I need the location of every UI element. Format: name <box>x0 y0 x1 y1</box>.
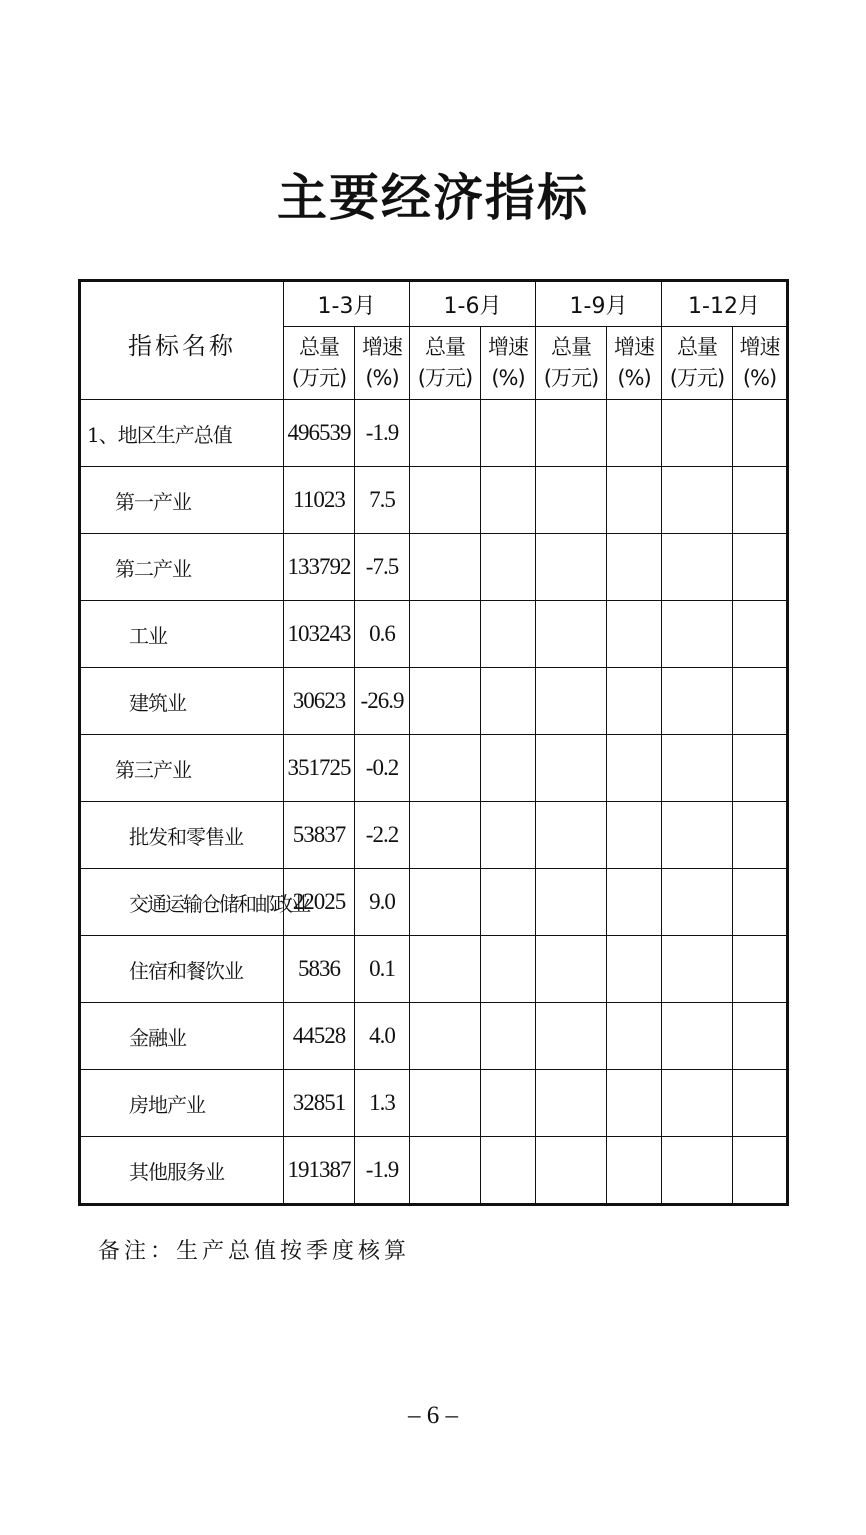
empty-cell <box>733 735 788 802</box>
total-value: 11023 <box>284 467 355 534</box>
empty-cell <box>733 400 788 467</box>
total-unit: (万元) <box>669 366 725 390</box>
indicator-name-header: 指标名称 <box>80 281 284 400</box>
table-row <box>80 1070 788 1137</box>
total-header <box>410 327 481 400</box>
empty-cell <box>536 1003 607 1070</box>
empty-cell <box>733 869 788 936</box>
empty-cell <box>536 467 607 534</box>
empty-cell <box>662 601 733 668</box>
total-header <box>284 327 355 400</box>
total-value: 22025 <box>284 869 355 936</box>
empty-cell <box>733 467 788 534</box>
empty-cell <box>662 1003 733 1070</box>
empty-cell <box>410 668 481 735</box>
empty-cell <box>662 534 733 601</box>
growth-value: 7.5 <box>355 467 410 534</box>
empty-cell <box>607 802 662 869</box>
row-name: 工业 <box>80 601 284 668</box>
total-value: 44528 <box>284 1003 355 1070</box>
empty-cell <box>410 534 481 601</box>
empty-cell <box>607 1003 662 1070</box>
empty-cell <box>662 1137 733 1205</box>
growth-value: -1.9 <box>355 1137 410 1205</box>
empty-cell <box>481 668 536 735</box>
growth-header <box>481 327 536 400</box>
growth-header <box>607 327 662 400</box>
empty-cell <box>662 936 733 1003</box>
period-header-q3: 1-9月 <box>536 281 662 327</box>
growth-label: 增速 <box>739 335 780 359</box>
empty-cell <box>410 1003 481 1070</box>
empty-cell <box>607 1137 662 1205</box>
empty-cell <box>607 735 662 802</box>
empty-cell <box>607 534 662 601</box>
total-value: 53837 <box>284 802 355 869</box>
total-header <box>536 327 607 400</box>
table-row <box>80 534 788 601</box>
growth-value: 0.1 <box>355 936 410 1003</box>
growth-label: 增速 <box>614 335 654 359</box>
empty-cell <box>481 936 536 1003</box>
row-name: 交通运输仓储和邮政业 <box>80 869 284 936</box>
empty-cell <box>536 1070 607 1137</box>
table-row <box>80 735 788 802</box>
empty-cell <box>536 1137 607 1205</box>
total-value: 496539 <box>284 400 355 467</box>
growth-value: 4.0 <box>355 1003 410 1070</box>
growth-unit: (%) <box>365 366 399 390</box>
empty-cell <box>536 936 607 1003</box>
table-row <box>80 1003 788 1070</box>
empty-cell <box>733 802 788 869</box>
empty-cell <box>536 735 607 802</box>
empty-cell <box>607 1070 662 1137</box>
table-row <box>80 601 788 668</box>
empty-cell <box>536 869 607 936</box>
row-name: 1、地区生产总值 <box>80 400 284 467</box>
empty-cell <box>662 735 733 802</box>
empty-cell <box>607 869 662 936</box>
growth-unit: (%) <box>491 366 525 390</box>
empty-cell <box>607 936 662 1003</box>
empty-cell <box>733 668 788 735</box>
empty-cell <box>607 467 662 534</box>
empty-cell <box>410 802 481 869</box>
total-value: 30623 <box>284 668 355 735</box>
empty-cell <box>481 400 536 467</box>
total-label: 总量 <box>677 335 717 359</box>
empty-cell <box>607 668 662 735</box>
empty-cell <box>481 1137 536 1205</box>
empty-cell <box>410 400 481 467</box>
growth-value: -7.5 <box>355 534 410 601</box>
growth-header <box>733 327 788 400</box>
empty-cell <box>410 869 481 936</box>
total-unit: (万元) <box>291 366 347 390</box>
total-header <box>662 327 733 400</box>
row-name: 批发和零售业 <box>80 802 284 869</box>
empty-cell <box>481 534 536 601</box>
empty-cell <box>536 601 607 668</box>
total-value: 351725 <box>284 735 355 802</box>
total-value: 133792 <box>284 534 355 601</box>
total-label: 总量 <box>425 335 465 359</box>
empty-cell <box>662 1070 733 1137</box>
table-row <box>80 1137 788 1205</box>
footnote: 备注：生产总值按季度核算 <box>98 1239 411 1264</box>
empty-cell <box>481 1003 536 1070</box>
empty-cell <box>662 400 733 467</box>
growth-header <box>355 327 410 400</box>
page-number: – 6 – <box>408 1402 458 1429</box>
empty-cell <box>733 534 788 601</box>
table-row <box>80 467 788 534</box>
empty-cell <box>662 869 733 936</box>
empty-cell <box>536 668 607 735</box>
empty-cell <box>607 601 662 668</box>
empty-cell <box>481 869 536 936</box>
row-name: 其他服务业 <box>80 1137 284 1205</box>
empty-cell <box>536 802 607 869</box>
row-name: 房地产业 <box>80 1070 284 1137</box>
empty-cell <box>410 735 481 802</box>
total-label: 总量 <box>299 335 339 359</box>
empty-cell <box>410 1070 481 1137</box>
table-row <box>80 400 788 467</box>
period-header-full-year: 1-12月 <box>662 281 788 327</box>
empty-cell <box>662 802 733 869</box>
empty-cell <box>733 1137 788 1205</box>
empty-cell <box>536 534 607 601</box>
empty-cell <box>410 1137 481 1205</box>
table-row <box>80 802 788 869</box>
total-value: 191387 <box>284 1137 355 1205</box>
growth-label: 增速 <box>362 335 402 359</box>
growth-value: 0.6 <box>355 601 410 668</box>
table-row <box>80 869 788 936</box>
row-name: 建筑业 <box>80 668 284 735</box>
growth-value: -2.2 <box>355 802 410 869</box>
empty-cell <box>733 1070 788 1137</box>
empty-cell <box>536 400 607 467</box>
row-name: 第一产业 <box>80 467 284 534</box>
total-unit: (万元) <box>543 366 599 390</box>
growth-value: -0.2 <box>355 735 410 802</box>
growth-unit: (%) <box>617 366 651 390</box>
table-row <box>80 936 788 1003</box>
empty-cell <box>662 467 733 534</box>
empty-cell <box>662 668 733 735</box>
growth-value: 9.0 <box>355 869 410 936</box>
empty-cell <box>481 601 536 668</box>
growth-value: -1.9 <box>355 400 410 467</box>
empty-cell <box>481 802 536 869</box>
empty-cell <box>733 936 788 1003</box>
row-name: 第二产业 <box>80 534 284 601</box>
empty-cell <box>410 467 481 534</box>
empty-cell <box>733 601 788 668</box>
period-header-h1: 1-6月 <box>410 281 536 327</box>
growth-value: 1.3 <box>355 1070 410 1137</box>
indicators-table <box>78 279 789 1206</box>
growth-unit: (%) <box>742 366 777 390</box>
total-label: 总量 <box>551 335 591 359</box>
empty-cell <box>481 467 536 534</box>
period-header-q1: 1-3月 <box>284 281 410 327</box>
empty-cell <box>410 601 481 668</box>
total-value: 32851 <box>284 1070 355 1137</box>
growth-value: -26.9 <box>355 668 410 735</box>
empty-cell <box>733 1003 788 1070</box>
growth-label: 增速 <box>488 335 528 359</box>
row-name: 第三产业 <box>80 735 284 802</box>
total-unit: (万元) <box>417 366 473 390</box>
total-value: 5836 <box>284 936 355 1003</box>
row-name: 住宿和餐饮业 <box>80 936 284 1003</box>
table-row <box>80 668 788 735</box>
empty-cell <box>481 1070 536 1137</box>
header-row-periods <box>80 281 788 327</box>
empty-cell <box>410 936 481 1003</box>
empty-cell <box>607 400 662 467</box>
empty-cell <box>481 735 536 802</box>
row-name: 金融业 <box>80 1003 284 1070</box>
total-value: 103243 <box>284 601 355 668</box>
page-title: 主要经济指标 <box>277 168 589 227</box>
